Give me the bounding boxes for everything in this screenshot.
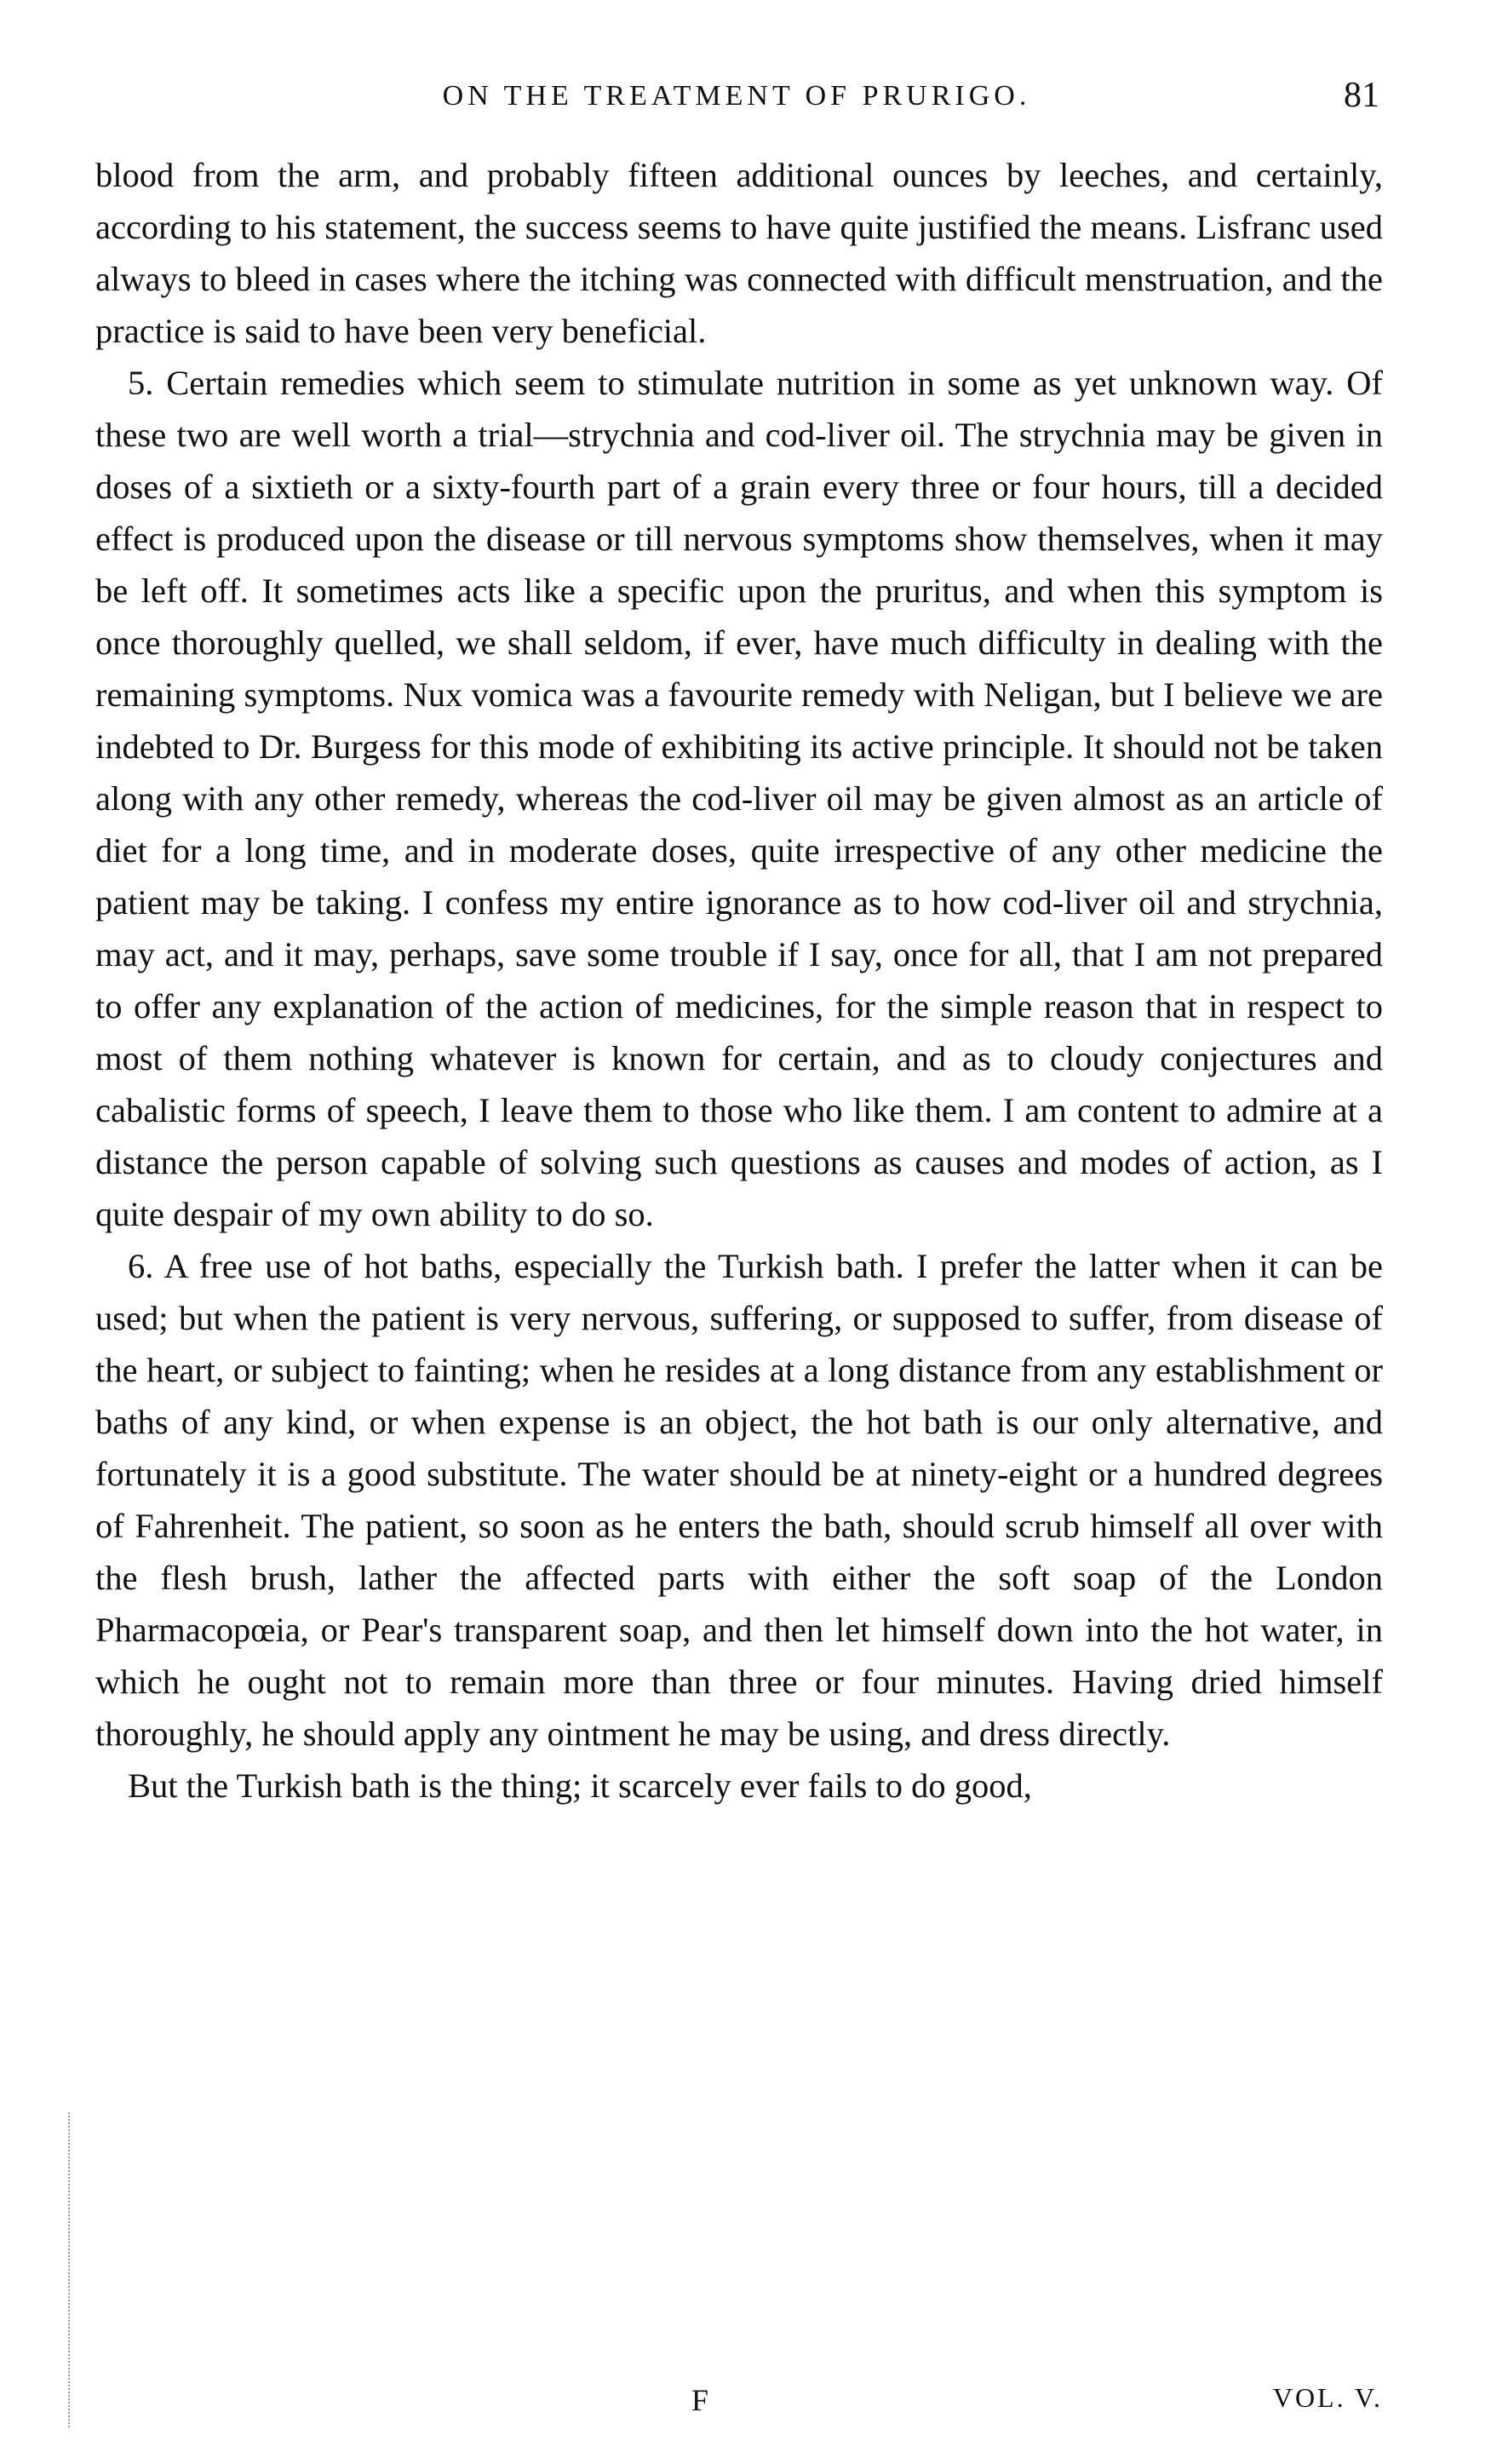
page-footer [95,2382,1383,2423]
running-head [94,75,1379,126]
binding-edge-mark [68,2112,72,2427]
paragraph-remedy-6: 6. A free use of hot baths, especially the Turkish bath. I prefer the latter when it can be used; but when the patient is very nervous, suffering, or supposed to suffer, from disease of the heart, or subject to fainting; when he resides at a long distance from any establishment or baths of any kind, or when expense is an object, the hot bath is our only alternative, and fortunately it is a good substitute. The water should be at ninety-eight or a hundred degrees of Fahrenheit. The patient, so soon as he enters the bath, should scrub himself all over with the flesh brush, lather the affected parts with either the soft soap of the London Pharmacopœia, or Pear's transparent soap, and then let himself down into the hot water, in which he ought not to remain more than three or four minutes. Having dried himself thoroughly, he should apply any ointment he may be using, and dress directly. [95,1247,1383,1753]
volume-label: VOL. V. [1272,2382,1383,2413]
paragraph-continued: blood from the arm, and probably fifteen additional ounces by leeches, and certainly, according to his statement, the success seems to have quite justified the means. Lisfranc used always to bleed in cases where the itching was connected with difficult menstruation, and the practice is said to have been very beneficial. [95,156,1383,350]
running-title: ON THE TREATMENT OF PRURIGO. [442,80,1031,112]
signature-mark: F [691,2383,709,2417]
paragraph-remedy-5: 5. Certain remedies which seem to stimulate nutrition in some as yet unknown way. Of these two are well worth a trial—strychnia and cod-liver oil. The strychnia may be given in doses of a sixtieth or a sixty-fourth part of a grain every three or four hours, till a decided effect is produced upon the disease or till nervous symptoms show themselves, when it may be left off. It sometimes acts like a specific upon the pruritus, and when this symptom is once thoroughly quelled, we shall seldom, if ever, have much difficulty in dealing with the remaining symptoms. Nux vomica was a favourite remedy with Neligan, but I believe we are indebted to Dr. Burgess for this mode of exhibiting its active principle. It should not be taken along with any other remedy, whereas the cod-liver oil may be given almost as an article of diet for a long time, and in moderate doses, quite irrespective of any other medicine the patient may be taking. I confess my entire ignorance as to how cod-liver oil and strychnia, may act, and it may, perhaps, save some trouble if I say, once for all, that I am not prepared to offer any explanation of the action of medicines, for the simple reason that in respect to most of them nothing whatever is known for certain, and as to cloudy conjectures and cabalistic forms of speech, I leave them to those who like them. I am content to admire at a distance the person capable of solving such questions as causes and modes of action, as I quite despair of my own ability to do so. [95,364,1383,1233]
page-number: 81 [1344,76,1379,115]
paragraph-turkish-bath: But the Turkish bath is the thing; it scarcely ever fails to do good, [128,1766,1032,1805]
body-text [95,149,1383,1812]
